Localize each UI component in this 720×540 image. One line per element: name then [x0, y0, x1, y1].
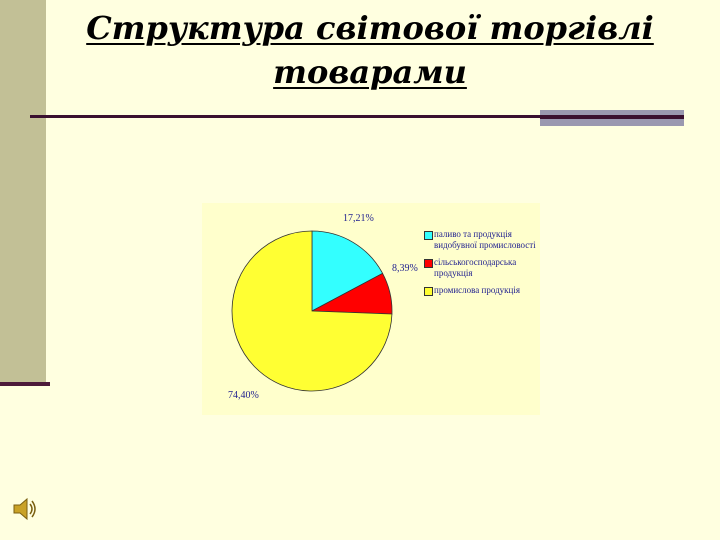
- slide-title: [70, 6, 670, 94]
- left-decorative-bar: [0, 0, 46, 382]
- legend-item-industrial: [424, 285, 536, 296]
- title-rule-accent-line: [540, 117, 684, 119]
- legend-label-industrial: промислова продукція: [434, 285, 520, 295]
- legend-swatch-fuel: [424, 231, 433, 240]
- pie-chart: [202, 203, 540, 415]
- pie-slices: [232, 231, 392, 391]
- legend-label-agriculture: сільськогосподарська продукція: [434, 257, 517, 278]
- slice-label-industrial: 74,40%: [228, 390, 259, 401]
- legend-swatch-industrial: [424, 287, 433, 296]
- slice-label-fuel: 17,21%: [343, 213, 374, 224]
- speaker-icon[interactable]: [10, 494, 40, 524]
- legend-label-fuel: паливо та продукція видобувної промисловості: [434, 229, 536, 250]
- legend-item-fuel: [424, 229, 536, 251]
- slice-label-agriculture: 8,39%: [392, 263, 418, 274]
- legend-swatch-agriculture: [424, 259, 433, 268]
- slide-title-line-2: товарами: [273, 53, 467, 91]
- legend-item-agriculture: [424, 257, 536, 279]
- left-bar-underline: [0, 382, 50, 386]
- chart-legend: [424, 229, 536, 302]
- slide-title-line-1: Структура світової торгівлі: [86, 9, 654, 47]
